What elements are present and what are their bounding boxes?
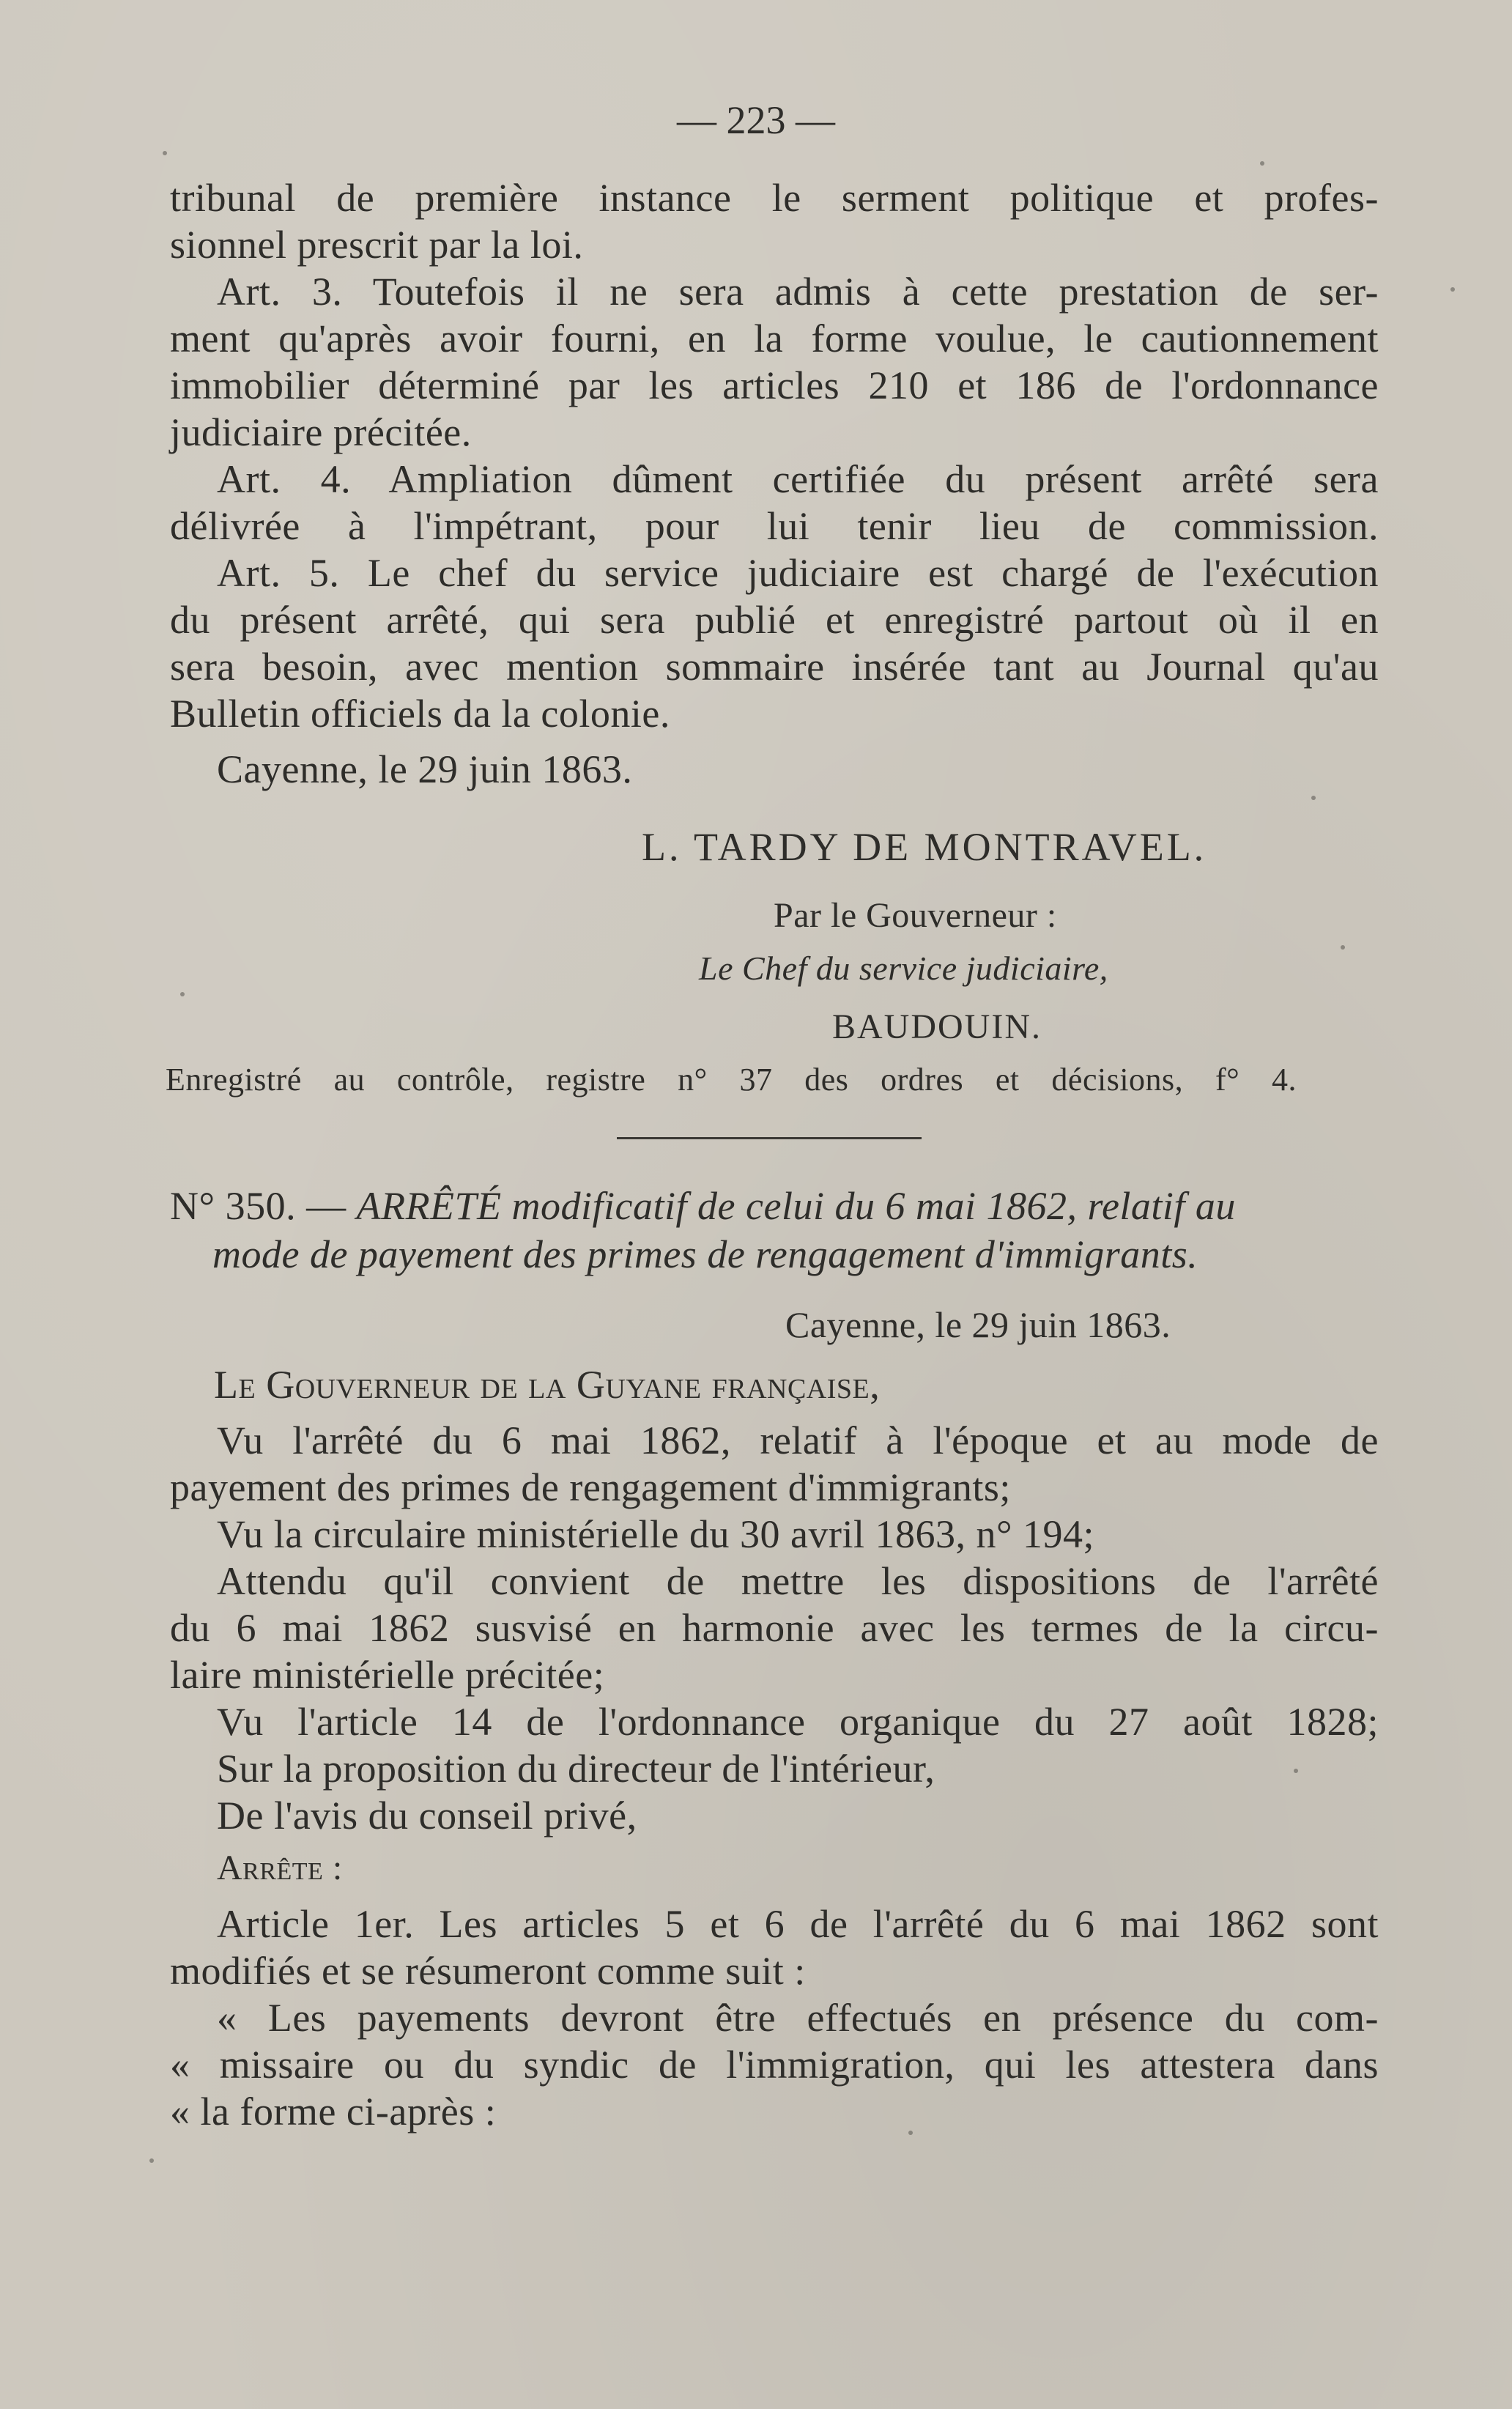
text-line: laire ministérielle précitée; xyxy=(170,1653,605,1697)
text-line: du présent arrêté, qui sera publié et enregistré partout où il en xyxy=(170,598,1379,642)
paper-speck xyxy=(180,992,185,996)
act-heading-line-1 xyxy=(170,1183,1236,1229)
text-line: Bulletin officiels da la colonie. xyxy=(170,692,670,736)
text-line: Vu l'arrêté du 6 mai 1862, relatif à l'époque et au mode de xyxy=(217,1418,1379,1462)
governor-line: Le Gouverneur de la Guyane française, xyxy=(214,1363,881,1407)
paper-speck xyxy=(908,2131,913,2135)
signer-name: BAUDOUIN. xyxy=(832,1007,1042,1046)
text-line: du 6 mai 1862 susvisé en harmonie avec les termes de la circu- xyxy=(170,1606,1379,1650)
text-line: délivrée à l'impétrant, pour lui tenir lieu de commission. xyxy=(170,504,1379,548)
act-date: Cayenne, le 29 juin 1863. xyxy=(785,1304,1171,1345)
paper-speck xyxy=(1311,796,1316,800)
act-number: N° 350. — xyxy=(170,1184,346,1228)
page-number: — 223 — xyxy=(677,98,835,142)
article-3-line: Art. 3. Toutefois il ne sera admis à cette prestation de ser- xyxy=(217,270,1379,314)
signature-role: Le Chef du service judiciaire, xyxy=(699,950,1108,987)
act-heading-line-2: mode de payement des primes de rengagement d'immigrants. xyxy=(212,1232,1198,1276)
section-divider xyxy=(617,1137,922,1139)
text-line: sera besoin, avec mention sommaire insérée tant au Journal qu'au xyxy=(170,645,1379,689)
signature-by-line: Par le Gouverneur : xyxy=(774,896,1057,935)
text-line: tribunal de première instance le serment politique et profes- xyxy=(170,176,1379,220)
text-line: Vu la circulaire ministérielle du 30 avril 1863, n° 194; xyxy=(217,1512,1095,1556)
signatory-name: L. TARDY DE MONTRAVEL. xyxy=(642,825,1207,869)
paper-speck xyxy=(1450,287,1455,292)
text-line: sionnel prescrit par la loi. xyxy=(170,223,584,267)
text-line: modifiés et se résumeront comme suit : xyxy=(170,1949,806,1993)
text-line: Attendu qu'il convient de mettre les dispositions de l'arrêté xyxy=(217,1559,1379,1603)
act-title: ARRÊTÉ modificatif de celui du 6 mai 1862, relatif au xyxy=(356,1184,1236,1228)
quoted-line: « la forme ci-après : xyxy=(170,2090,497,2134)
text-line: Sur la proposition du directeur de l'intérieur, xyxy=(217,1747,935,1791)
text-line: ment qu'après avoir fourni, en la forme voulue, le cautionnement xyxy=(170,317,1379,360)
article-4-line: Art. 4. Ampliation dûment certifiée du présent arrêté sera xyxy=(217,457,1379,501)
place-date: Cayenne, le 29 juin 1863. xyxy=(217,747,633,791)
text-line: immobilier déterminé par les articles 210 et 186 de l'ordonnance xyxy=(170,363,1379,407)
arrete-label: Arrête : xyxy=(217,1849,343,1887)
text-line: De l'avis du conseil privé, xyxy=(217,1794,637,1838)
article-1-line: Article 1er. Les articles 5 et 6 de l'arrêté du 6 mai 1862 sont xyxy=(217,1902,1379,1946)
paper-speck xyxy=(1341,945,1345,950)
text-line: payement des primes de rengagement d'immigrants; xyxy=(170,1465,1011,1509)
text-line: Vu l'article 14 de l'ordonnance organique du 27 août 1828; xyxy=(217,1700,1379,1744)
article-5-line: Art. 5. Le chef du service judiciaire est chargé de l'exécution xyxy=(217,551,1379,595)
text-line: judiciaire précitée. xyxy=(170,410,472,454)
paper-speck xyxy=(1294,1769,1298,1773)
quoted-line: « Les payements devront être effectués en présence du com- xyxy=(217,1996,1379,2040)
quoted-line: « missaire ou du syndic de l'immigration, qui les attestera dans xyxy=(170,2043,1379,2087)
paper-speck xyxy=(163,151,167,155)
registration-note: Enregistré au contrôle, registre n° 37 des ordres et décisions, f° 4. xyxy=(166,1062,1297,1098)
paper-speck xyxy=(149,2158,154,2163)
paper-speck xyxy=(1260,161,1264,166)
